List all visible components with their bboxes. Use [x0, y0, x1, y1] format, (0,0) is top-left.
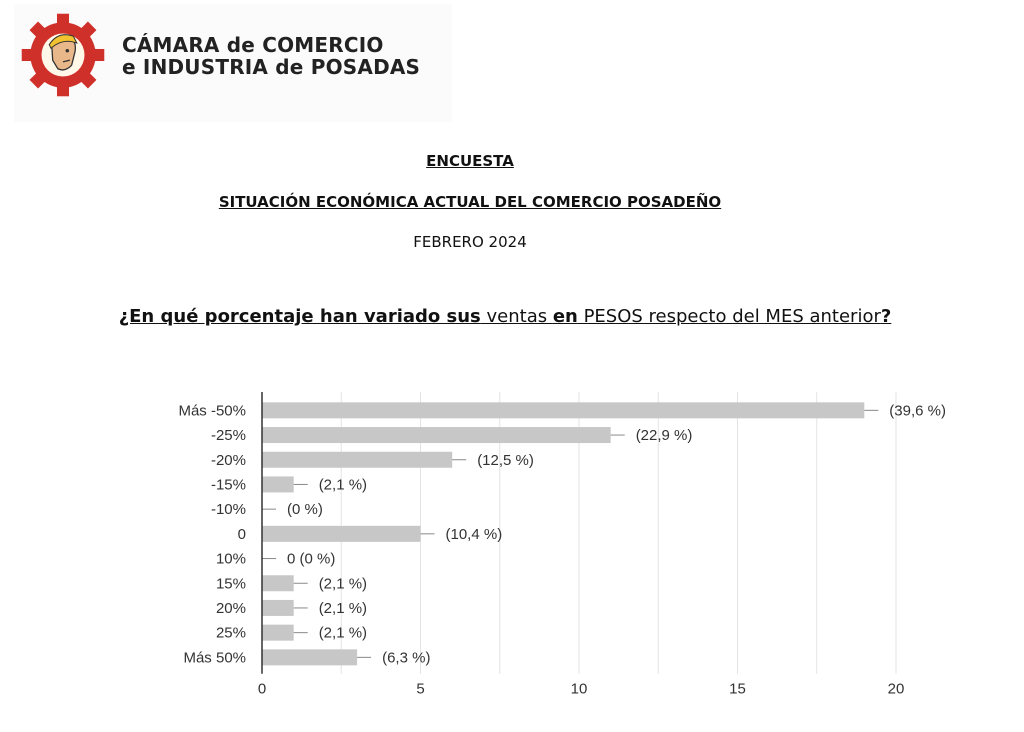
bar [262, 452, 452, 468]
category-label: 10% [215, 550, 246, 568]
survey-date: FEBRERO 2024 [413, 233, 527, 251]
bar [262, 649, 357, 665]
data-label: (2,1 %) [318, 624, 368, 642]
survey-subject: SITUACIÓN ECONÓMICA ACTUAL DEL COMERCIO POSADEÑO [218, 193, 722, 211]
category-label: -25% [210, 427, 246, 445]
bar [262, 600, 294, 616]
data-label: (22,9 %) [635, 427, 693, 445]
category-label: 0 [237, 525, 246, 543]
survey-title: ENCUESTA [426, 152, 514, 170]
question-part-1: ¿En qué porcentaje han variado sus [118, 306, 481, 327]
category-label: 20% [215, 599, 246, 617]
logo-text [122, 34, 420, 78]
bar [262, 427, 611, 443]
question-part-3: en [552, 306, 578, 327]
data-label: (39,6 %) [889, 402, 947, 420]
data-label: (6,3 %) [382, 649, 431, 667]
data-label: (2,1 %) [318, 599, 368, 617]
question-part-2: ventas [480, 306, 553, 327]
data-label: 0 (0 %) [287, 550, 336, 568]
bar [262, 625, 294, 641]
bar-chart [0, 380, 1024, 710]
logo-line-1: CÁMARA de COMERCIO [122, 33, 384, 57]
category-label: Más 50% [183, 649, 246, 667]
x-tick-label: 0 [257, 680, 267, 698]
gear-logo-icon [20, 12, 106, 98]
data-label: (2,1 %) [318, 575, 368, 593]
question-part-4: PESOS respecto del MES anterior [577, 306, 881, 327]
x-tick-label: 20 [887, 680, 905, 698]
category-label: -15% [210, 476, 246, 494]
question [0, 306, 1010, 327]
data-label: (2,1 %) [318, 476, 368, 494]
x-tick-label: 5 [416, 680, 425, 698]
x-tick-label: 15 [729, 680, 746, 698]
question-part-5: ? [880, 306, 892, 327]
x-tick-label: 10 [570, 680, 588, 698]
category-label: -20% [210, 451, 246, 469]
bar [262, 476, 294, 492]
bar [262, 575, 294, 591]
logo [14, 4, 452, 122]
category-label: Más -50% [178, 402, 246, 420]
category-label: 15% [215, 575, 246, 593]
data-label: (10,4 %) [445, 525, 503, 543]
data-label: (0 %) [287, 501, 323, 519]
category-label: 25% [215, 624, 246, 642]
bar [262, 402, 864, 418]
data-label: (12,5 %) [477, 451, 534, 469]
bar [262, 526, 421, 542]
logo-line-2: e INDUSTRIA de POSADAS [122, 55, 421, 79]
category-label: -10% [210, 501, 246, 519]
